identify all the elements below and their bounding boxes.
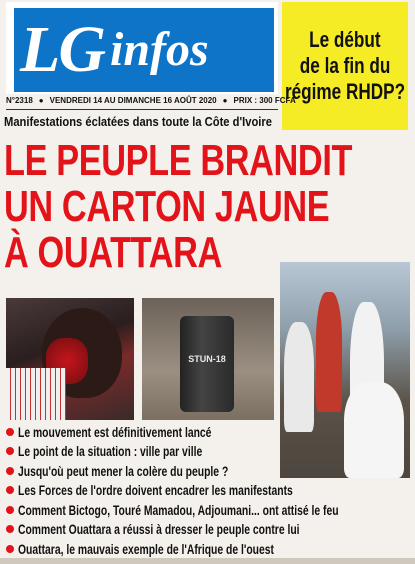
list-item-text: Le point de la situation : ville par ville (18, 443, 203, 460)
list-item-text: Comment Bictogo, Touré Mamadou, Adjoumani... ont attisé le feu (18, 501, 339, 518)
divider (6, 109, 278, 110)
meta-separator: ● (38, 96, 44, 105)
logo-sub-text: infos (109, 23, 209, 76)
headline-line-3: À OUATTARA (4, 228, 222, 277)
stun-grenade-canister (180, 316, 234, 412)
bullet-dot-icon (6, 428, 14, 436)
kicker: Manifestations éclatées dans toute la Côte d'Ivoire (4, 114, 272, 129)
list-item-text: Les Forces de l'ordre doivent encadrer les manifestants (18, 482, 293, 499)
list-item-text: Le mouvement est définitivement lancé (18, 423, 212, 440)
bullet-dot-icon (6, 525, 14, 533)
list-item-text: Comment Ouattara a réussi à dresser le peuple contre lui (18, 521, 300, 538)
issue-number: N°2318 (6, 96, 33, 105)
logo (14, 8, 274, 92)
teaser-line-3: régime RHDP? (284, 79, 406, 104)
headline-line-1: LE PEUPLE BRANDIT (4, 136, 353, 185)
list-item-text: Ouattara, le mauvais exemple de l'Afrique de l'ouest (18, 540, 274, 557)
list-item (6, 422, 412, 442)
list-item-text: Jusqu'où peut mener la colère du peuple ? (18, 462, 229, 479)
shirt-shape (6, 368, 66, 420)
masthead (6, 2, 278, 94)
protester-figure (316, 292, 342, 412)
bullet-list (6, 422, 412, 559)
teaser-line-1: Le début (309, 27, 381, 52)
headline-line-2: UN CARTON JAUNE (4, 182, 330, 231)
list-item (6, 500, 412, 520)
bullet-dot-icon (6, 467, 14, 475)
issue-meta-bar (6, 94, 296, 108)
stun-label: STUN-18 (188, 354, 226, 364)
protester-figure (284, 322, 314, 432)
bullet-dot-icon (6, 545, 14, 553)
list-item (6, 520, 412, 540)
photo-injured-head (6, 298, 134, 420)
bullet-dot-icon (6, 506, 14, 514)
photo-stun-grenade (142, 298, 274, 420)
logo-main-text: LG (20, 13, 104, 86)
list-item (6, 539, 412, 559)
teaser-box (282, 2, 408, 130)
teaser-line-2: de la fin du (299, 53, 391, 78)
bullet-dot-icon (6, 486, 14, 494)
list-item (6, 481, 412, 501)
list-item (6, 461, 412, 481)
list-item (6, 442, 412, 462)
bottom-strip (0, 558, 415, 564)
bullet-dot-icon (6, 447, 14, 455)
headline (4, 138, 414, 276)
issue-price: PRIX : 300 FCFA (233, 96, 296, 105)
issue-dates: VENDREDI 14 AU DIMANCHE 16 AOÛT 2020 (49, 96, 217, 105)
meta-separator: ● (222, 96, 228, 105)
